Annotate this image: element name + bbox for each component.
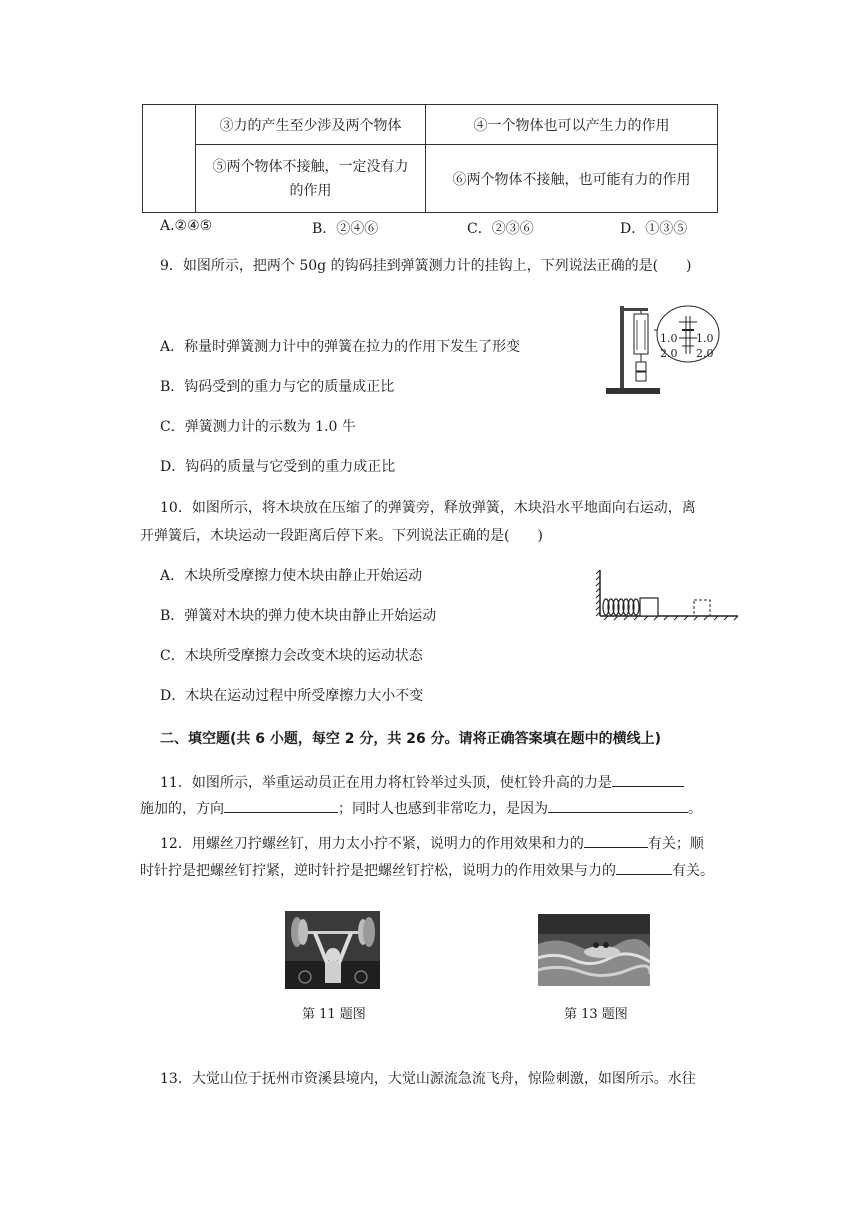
answer-blank[interactable] (616, 860, 672, 875)
q11-text-1: 11．如图所示，举重运动员正在用力将杠铃举过头顶，使杠铃升高的力是 (160, 775, 612, 791)
q8-choice-a: A.②④⑤ (160, 218, 213, 234)
fig11-caption: 第 11 题图 (302, 1007, 366, 1022)
table-cell (426, 145, 718, 213)
spring-block-figure (594, 566, 740, 622)
rafting-photo (538, 914, 650, 986)
q10-stem-line1: 10．如图所示，将木块放在压缩了的弹簧旁，释放弹簧，木块沿水平地面向右运动，离 (160, 500, 696, 516)
answer-blank[interactable] (612, 772, 684, 787)
scale-label-right-top: 1.0 (696, 332, 714, 345)
spring-scale-figure (604, 300, 724, 400)
table-cell (426, 105, 718, 145)
q9-stem: 9．如图所示，把两个 50g 的钩码挂到弹簧测力计的挂钩上，下列说法正确的是( ) (160, 258, 692, 274)
q9-choice-a: A．称量时弹簧测力计中的弹簧在拉力的作用下发生了形变 (160, 339, 521, 355)
option-3: ③力的产生至少涉及两个物体 (219, 117, 402, 134)
q11-line2 (140, 798, 702, 819)
q8-options-table (142, 104, 718, 213)
q12-text-2: 有关；顺 (647, 836, 704, 852)
q12-line1 (160, 833, 704, 854)
q11-line1 (160, 772, 684, 793)
q12-line2 (140, 860, 714, 881)
q8-choice-c: C．②③⑥ (467, 221, 534, 237)
q11-text-3: ；同时人也感到非常吃力，是因为 (338, 801, 548, 817)
q9-choice-b: B．钩码受到的重力与它的质量成正比 (160, 379, 395, 395)
answer-blank[interactable] (584, 833, 648, 848)
weightlifter-photo (285, 911, 380, 989)
q10-choice-b: B．弹簧对木块的弹力使木块由静止开始运动 (160, 608, 437, 624)
answer-blank[interactable] (548, 798, 688, 813)
weightlifter-image (285, 911, 380, 989)
scale-label-left-bottom: 2.0 (660, 347, 678, 360)
answer-blank[interactable] (224, 798, 338, 813)
q12-text-4: 有关。 (672, 863, 714, 879)
scale-label-right-bottom: 2.0 (696, 347, 714, 360)
fig13-caption: 第 13 题图 (564, 1007, 628, 1022)
q12-text-1: 12．用螺丝刀拧螺丝钉，用力太小拧不紧，说明力的作用效果和力的 (160, 836, 584, 852)
q8-choice-b: B．②④⑥ (312, 221, 379, 237)
section2-title: 二、填空题(共 6 小题，每空 2 分，共 26 分。请将正确答案填在题中的横线上) (160, 731, 662, 747)
q10-choice-d: D．木块在运动过程中所受摩擦力大小不变 (160, 688, 424, 704)
q12-text-3: 时针拧是把螺丝钉拧紧，逆时针拧是把螺丝钉拧松，说明力的作用效果与力的 (140, 863, 616, 879)
option-6: ⑥两个物体不接触，也可能有力的作用 (452, 171, 691, 188)
q10-stem-line2: 开弹簧后，木块运动一段距离后停下来。下列说法正确的是( ) (140, 528, 543, 544)
option-5-line2: 的作用 (289, 182, 332, 199)
q9-choice-c: C．弹簧测力计的示数为 1.0 牛 (160, 419, 356, 435)
table-cell (196, 145, 426, 213)
q10-choice-c: C．木块所受摩擦力会改变木块的运动状态 (160, 648, 423, 664)
table-left-cell (143, 105, 196, 213)
q8-choice-d: D．①③⑤ (620, 221, 688, 237)
option-5-line1: ⑤两个物体不接触，一定没有力 (212, 158, 409, 175)
rafting-image (538, 914, 650, 986)
q11-text-2: 施加的，方向 (140, 801, 224, 817)
q13-line1: 13．大觉山位于抚州市资溪县境内，大觉山源流急流飞舟，惊险刺激，如图所示。水往 (160, 1071, 696, 1087)
q11-text-4: 。 (688, 801, 702, 817)
option-4: ④一个物体也可以产生力的作用 (473, 117, 670, 134)
table-cell (196, 105, 426, 145)
q10-choice-a: A．木块所受摩擦力使木块由静止开始运动 (160, 568, 423, 584)
q9-choice-d: D．钩码的质量与它受到的重力成正比 (160, 459, 396, 475)
scale-label-left-top: 1.0 (660, 332, 678, 345)
